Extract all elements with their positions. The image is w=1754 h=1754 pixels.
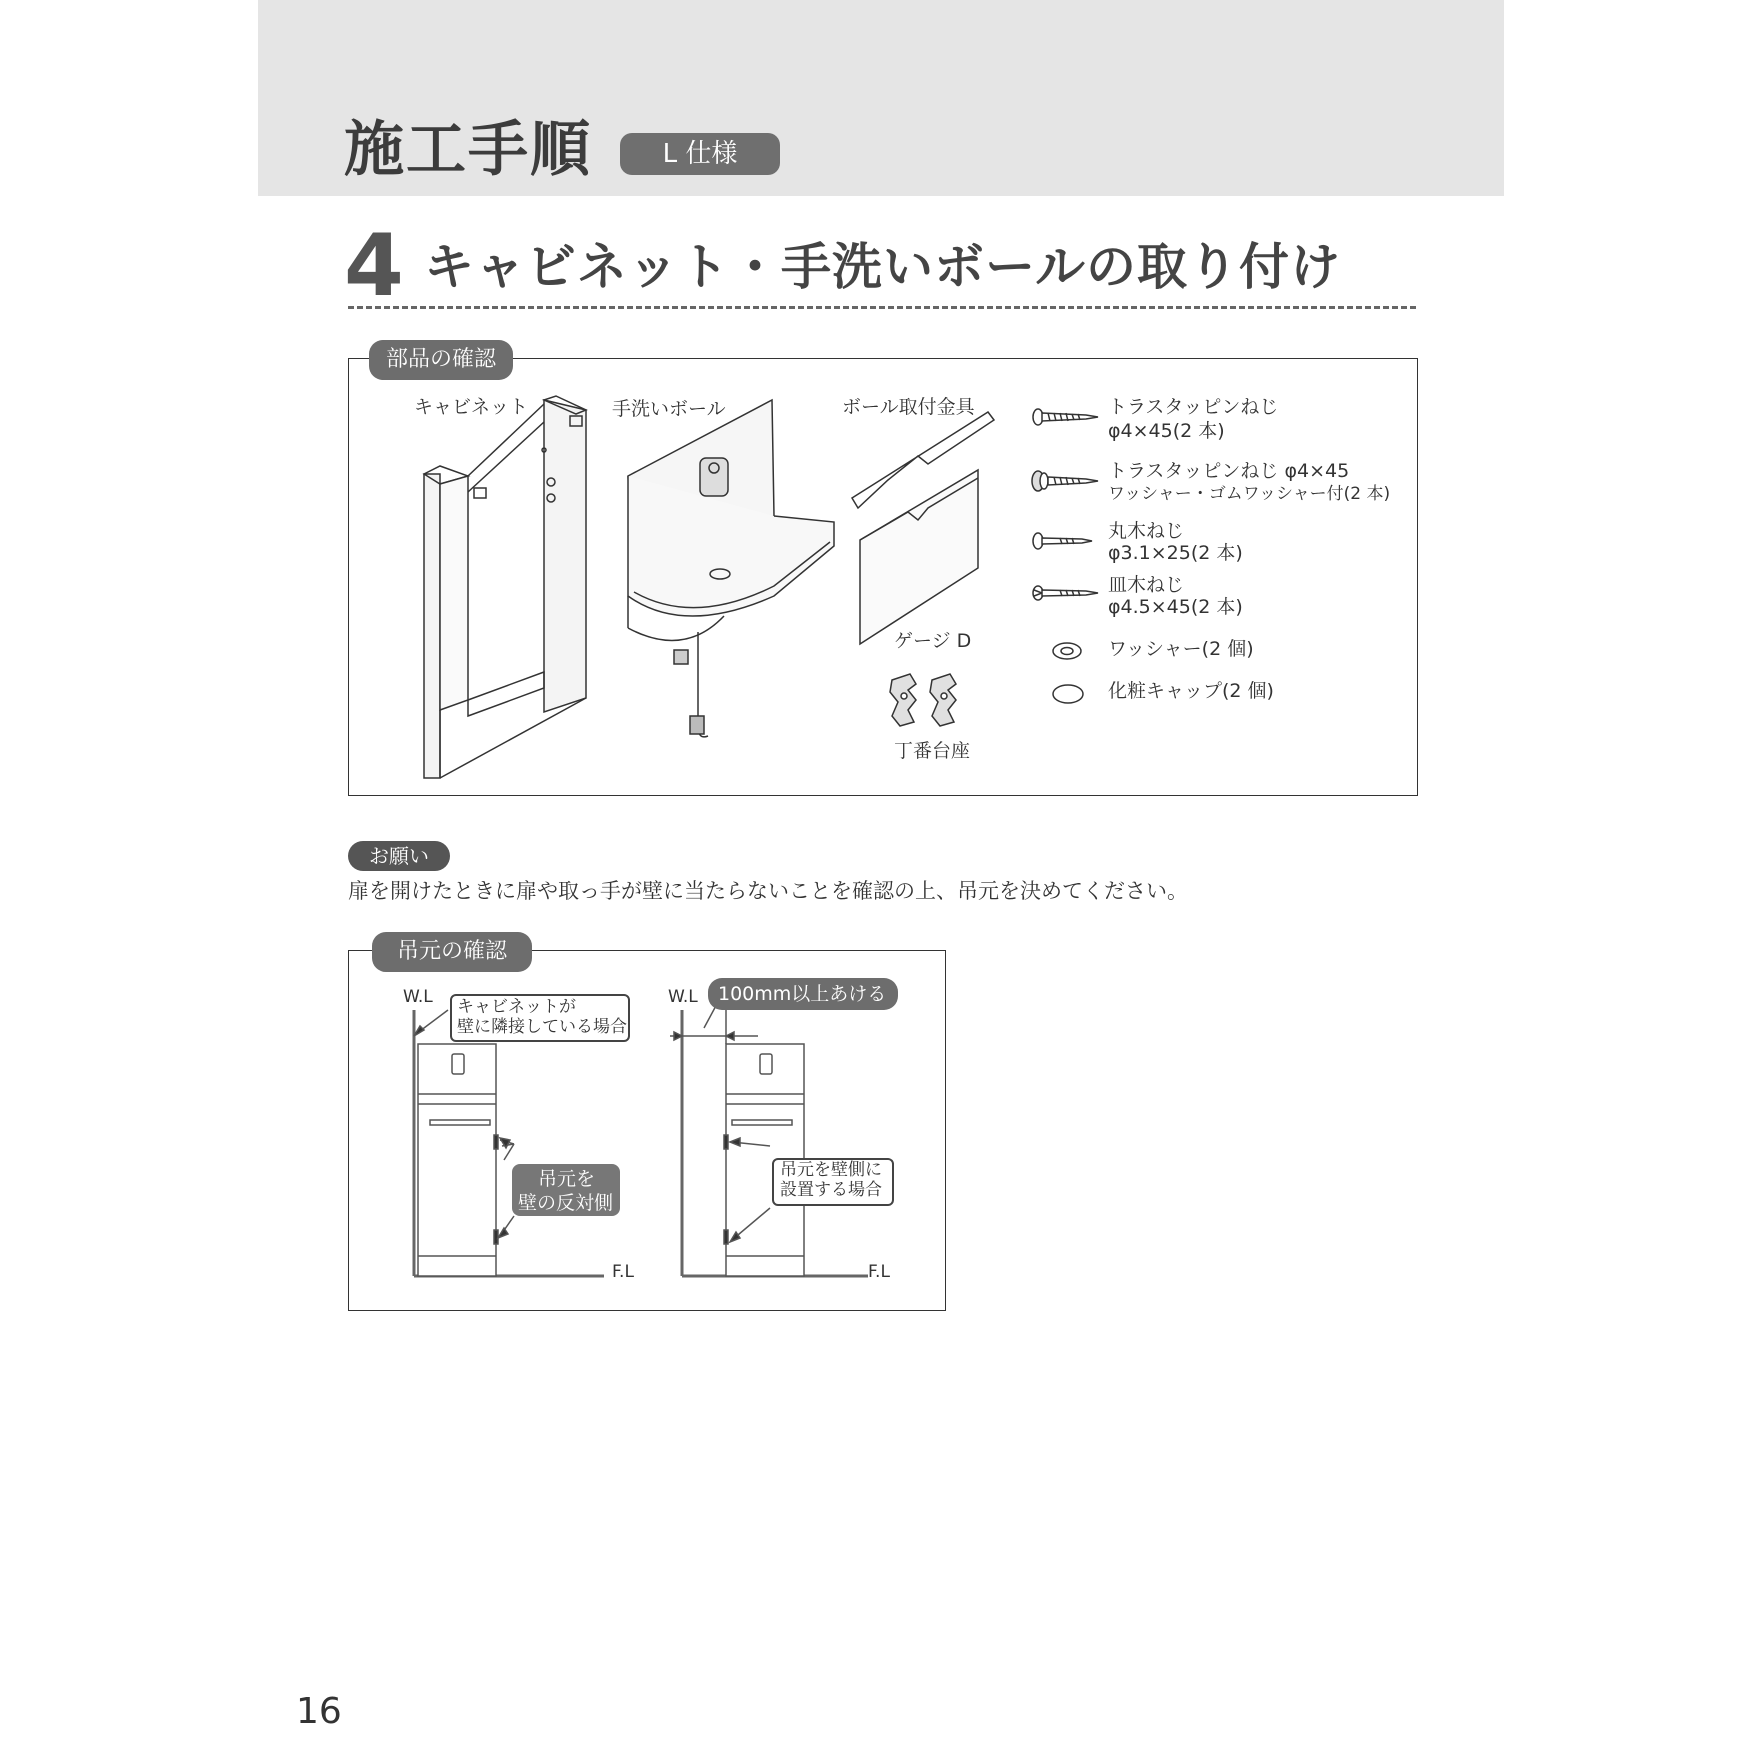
hand-wash-bowl-illustration <box>624 396 844 746</box>
bowl-bracket-and-gauge-illustration <box>848 408 998 658</box>
truss-tapping-screw-washer-icon <box>1030 468 1100 494</box>
step-number: 4 <box>344 216 404 316</box>
hinge-tab: 吊元の確認 <box>372 932 532 972</box>
screw-3-spec: φ3.1×25(2 本) <box>1108 542 1243 564</box>
cabinet-illustration <box>420 392 600 782</box>
left-note-line1: 吊元を <box>538 1168 596 1190</box>
page-title: 施工手順 <box>344 115 592 185</box>
screw-1-name: トラスタッピンねじ <box>1108 396 1279 418</box>
right-callout-line1: 吊元を壁側に <box>780 1160 882 1180</box>
parts-tab: 部品の確認 <box>369 340 513 380</box>
cabinet-label: キャビネット <box>414 396 529 418</box>
step-title: キャビネット・手洗いボールの取り付け <box>424 238 1341 296</box>
spec-badge: L 仕様 <box>620 133 780 175</box>
round-wood-screw-icon <box>1030 528 1100 554</box>
screw-4-name: 皿木ねじ <box>1108 574 1185 596</box>
left-note-line2: 壁の反対側 <box>518 1192 614 1214</box>
page-number: 16 <box>296 1691 342 1732</box>
bowl-label: 手洗いボール <box>612 398 726 420</box>
left-wl-label: W.L <box>403 987 433 1007</box>
cosmetic-cap-icon <box>1050 682 1086 706</box>
screw-4-spec: φ4.5×45(2 本) <box>1108 596 1243 618</box>
screw-2-spec: ワッシャー・ゴムワッシャー付(2 本) <box>1108 484 1391 504</box>
bracket-label: ボール取付金具 <box>842 396 975 418</box>
hinge-base-illustration <box>886 670 966 730</box>
right-wl-label: W.L <box>668 987 698 1007</box>
left-callout-line2: 壁に隣接している場合 <box>457 1017 627 1037</box>
left-fl-label: F.L <box>612 1262 634 1282</box>
step-divider <box>348 306 1416 309</box>
truss-tapping-screw-icon <box>1030 404 1100 430</box>
screw-3-name: 丸木ねじ <box>1108 520 1185 542</box>
screw-2-name: トラスタッピンねじ φ4×45 <box>1108 460 1350 482</box>
gap-label: 100mm以上あける <box>718 983 887 1005</box>
flat-wood-screw-icon <box>1030 580 1100 606</box>
right-fl-label: F.L <box>868 1262 890 1282</box>
washer-label: ワッシャー(2 個) <box>1108 638 1254 660</box>
left-callout-line1: キャビネットが <box>457 997 576 1017</box>
screw-1-spec: φ4×45(2 本) <box>1108 420 1225 442</box>
right-callout-line2: 設置する場合 <box>780 1180 882 1200</box>
request-text: 扉を開けたときに扉や取っ手が壁に当たらないことを確認の上、吊元を決めてください。 <box>348 879 1188 903</box>
hinge-base-label: 丁番台座 <box>894 740 971 762</box>
request-tab: お願い <box>348 841 450 871</box>
gauge-label: ゲージ D <box>894 630 972 652</box>
cap-label: 化粧キャップ(2 個) <box>1108 680 1274 702</box>
washer-icon <box>1050 640 1084 662</box>
